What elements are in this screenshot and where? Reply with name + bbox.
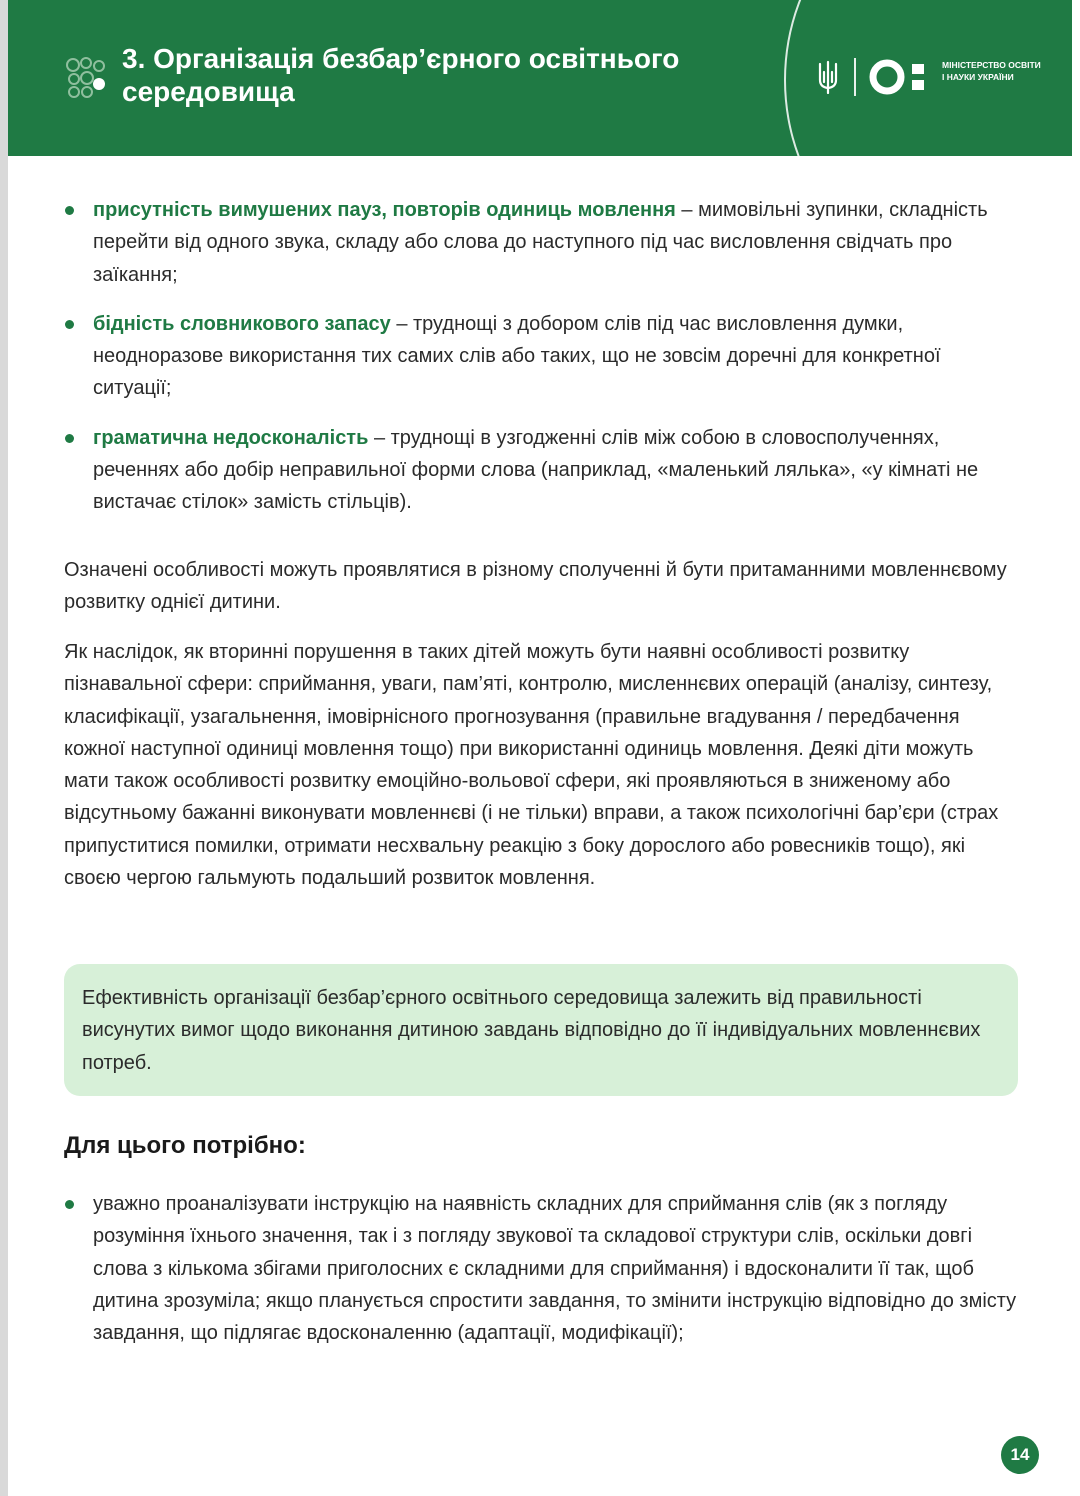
bullet-icon — [65, 320, 74, 329]
bullet-icon — [65, 206, 74, 215]
list-item-text: уважно проаналізувати інструкцію на наявність складних для сприймання слів (як з погляду розуміння їхнього значення, так і з погляду звукової та складової структури слів, оскільки довгі слова з кількома збігами приголосних є складними для сприймання) і вдосконалити її так, щоб дитина зрозуміла; якщо планується спростити завдання, то змінити інструкцію відповідно до змісту завдання, що підлягає вдосконаленню (адаптації, модифікації); — [93, 1193, 1017, 1345]
ministry-name: МІНІСТЕРСТВО ОСВІТИ І НАУКИ УКРАЇНИ — [942, 60, 1041, 82]
paragraph-consequences: Як наслідок, як вторинні порушення в таких дітей можуть бути наявні особливості розвитку пізнавальної сфери: сприймання, уваги, пам’яті, контролю, мисленнєвих операцій (аналізу, синтезу, класифікації, узагальнення, імовірнісного прогнозування (правильне вгадування / передбачення кожної наступної одиниці мовлення тощо) при використанні одиниць мовлення. Деякі діти можуть мати також особливості розвитку емоційно-вольової сфери, які проявляються в зниженому або відсутньому бажанні виконувати мовленнєві (і не тільки) вправи, а також психологічні бар’єри (страх припуститися помилки, отримати несхвальну реакцію з боку дорослого або ровесників тощо), які своєю чергою гальмують подальший розвиток мовлення. — [64, 641, 999, 890]
dots-cluster-icon — [64, 56, 108, 100]
list-item — [60, 308, 1020, 405]
callout-box — [64, 964, 1018, 1096]
bullet-icon — [65, 1200, 74, 1209]
section-title: 3. Організація безбар’єрного освітнього середовища — [122, 43, 680, 107]
ministry-logo — [814, 56, 1041, 100]
logo-divider — [854, 58, 856, 96]
page-header — [8, 0, 1072, 156]
list-item — [60, 1188, 1022, 1349]
trident-icon — [814, 60, 842, 94]
bullet-icon — [65, 434, 74, 443]
list-item-term: присутність вимушених пауз, повторів одиниць мовлення — [93, 199, 676, 221]
mon-logo-icon — [868, 58, 934, 96]
speech-features-list — [60, 194, 1020, 536]
page-edge — [0, 0, 8, 1496]
callout-text: Ефективність організації безбар’єрного освітнього середовища залежить від правильності висунутих вимог щодо виконання дитиною завдань відповідно до її індивідуальних мовленнєвих потреб. — [82, 987, 981, 1074]
list-item-text: – труднощі з добором слів під час висловлення думки, неодноразове використання тих самих слів або таких, що не зовсім доречні для конкретної ситуації; — [93, 312, 941, 400]
subheading: Для цього потрібно: — [64, 1132, 306, 1159]
list-item-text: – труднощі в узгодженні слів між собою в словосполученнях, реченнях або добір неправильної форми слова (наприклад, «маленький лялька», «у кімнаті не вистачає стілок» замість стільців). — [93, 426, 979, 514]
page-number: 14 — [1001, 1436, 1039, 1474]
list-item-term: граматична недосконалість — [93, 426, 369, 449]
list-item — [60, 194, 1020, 291]
list-item-term: бідність словникового запасу — [93, 312, 391, 335]
paragraph-features: Означені особливості можуть проявлятися в різному сполученні й бути притаманними мовленнєвому розвитку однієї дитини. — [64, 559, 1007, 614]
requirements-list — [60, 1188, 1022, 1349]
list-item — [60, 422, 1020, 519]
list-item-text: – мимовільні зупинки, складність перейти від одного звука, складу або слова до наступного під час висловлення свідчать про заїкання; — [93, 199, 988, 286]
